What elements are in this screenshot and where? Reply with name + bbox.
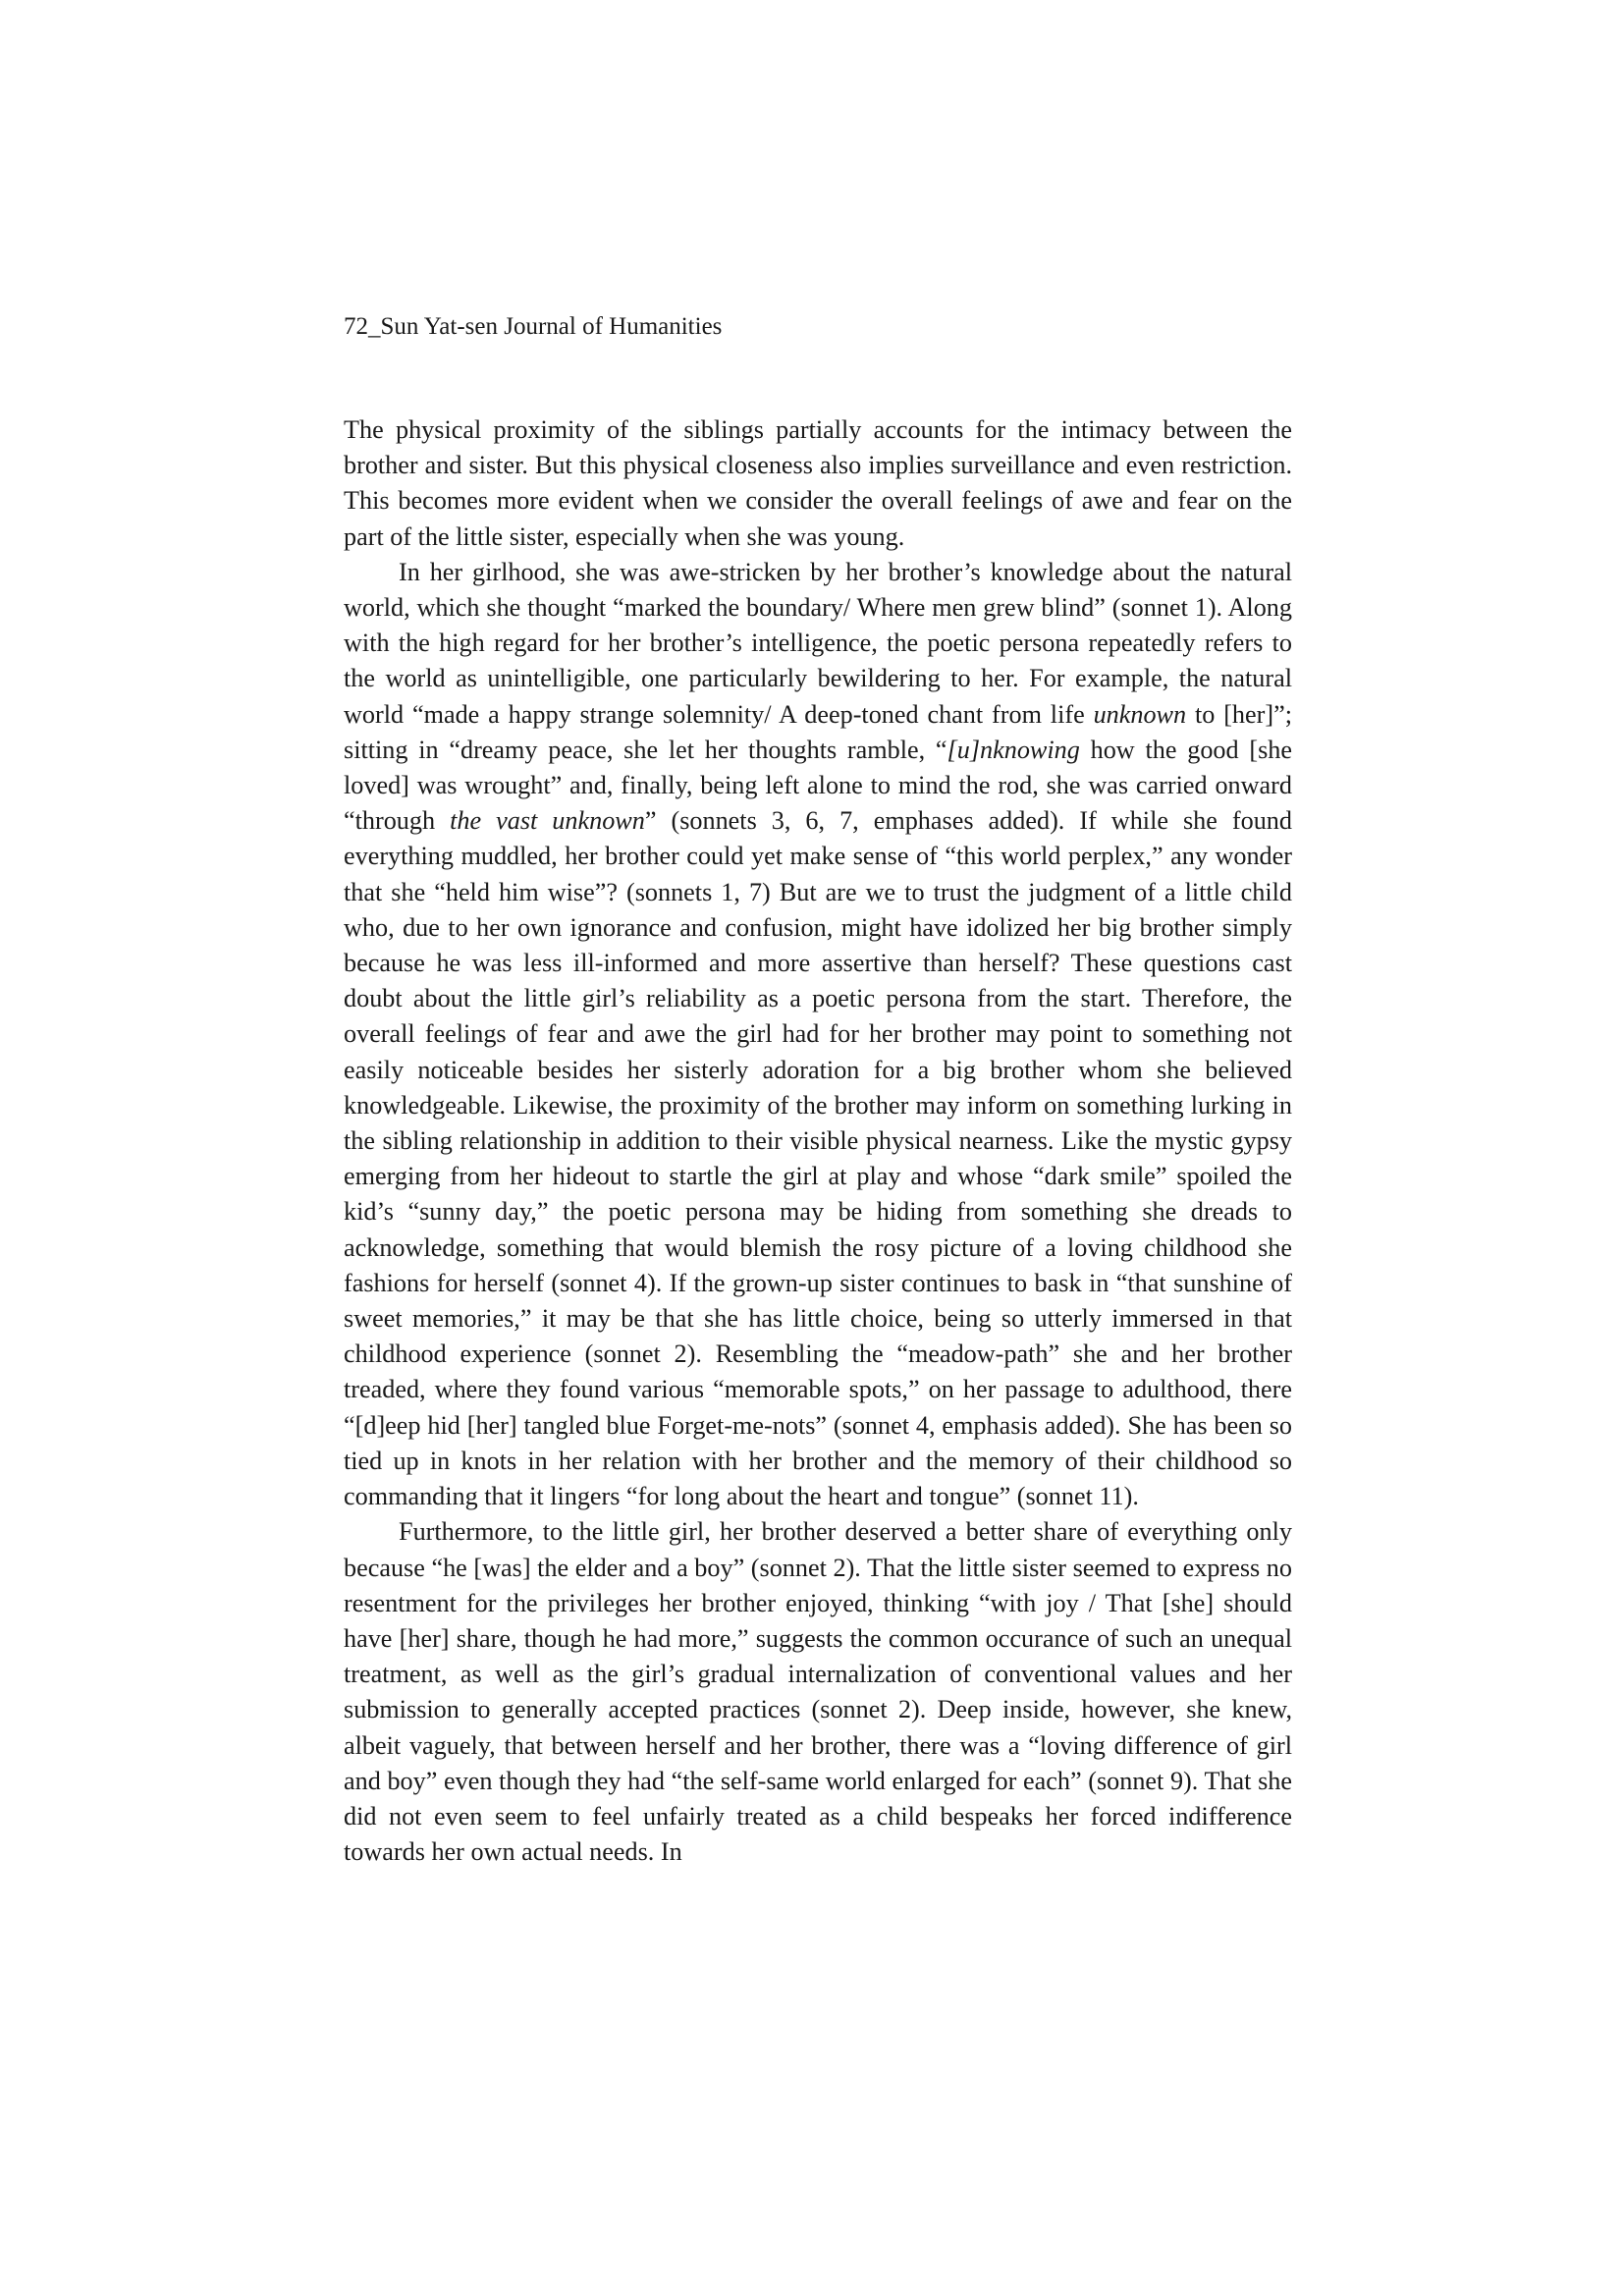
paragraph (344, 1514, 1292, 1870)
article-body (344, 412, 1292, 1870)
text-segment: how the good [she loved] was wrought” and, finally, being left alone to mind the rod, she was carried onward “through (344, 735, 1292, 836)
emphasis-text: unknown (1093, 699, 1187, 729)
text-segment: In her girlhood, she was awe-stricken by her brother’s knowledge about the natural world, which she thought “marked the boundary/ Where men grew blind” (sonnet 1). Along with the high regard for her brother’s intelligence, the poetic persona repeatedly refers to the world as unintelligible, one particularly bewildering to her. For example, the natural world “made a happy strange solemnity/ A deep-toned chant from life (344, 557, 1292, 729)
running-head: 72_Sun Yat-sen Journal of Humanities (344, 313, 723, 340)
text-segment: The physical proximity of the siblings partially accounts for the intimacy between the brother and sister. But this physical closeness also implies surveillance and even restriction. This becomes more evident when we consider the overall feelings of awe and fear on the part of the little sister, especially when she was young. (344, 415, 1292, 551)
paragraph (344, 412, 1292, 555)
emphasis-text: the vast unknown (450, 806, 645, 836)
emphasis-text: [u]nknowing (947, 735, 1080, 764)
text-segment: Furthermore, to the little girl, her brother deserved a better share of everything only because “he [was] the elder and a boy” (sonnet 2). That the little sister seemed to express no resentment for the privileges her brother enjoyed, thinking “with joy / That [she] should have [her] share, though he had more,” suggests the common occurance of such an unequal treatment, as well as the girl’s gradual internalization of conventional values and her submission to generally accepted practices (sonnet 2). Deep inside, however, she knew, albeit vaguely, that between herself and her brother, there was a “loving difference of girl and boy” even though they had “the self-same world enlarged for each” (sonnet 9). That she did not even seem to feel unfairly treated as a child bespeaks her forced indifference towards her own actual needs. In (344, 1517, 1292, 1867)
text-segment: ” (sonnets 3, 6, 7, emphases added). If while she found everything muddled, her brother could yet make sense of “this world perplex,” any wonder that she “held him wise”? (sonnets 1, 7) But are we to trust the judgment of a little child who, due to her own ignorance and confusion, might have idolized her big brother simply because he was less ill-informed and more assertive than herself? These questions cast doubt about the little girl’s reliability as a poetic persona from the start. Therefore, the overall feelings of fear and awe the girl had for her brother may point to something not easily noticeable besides her sisterly adoration for a big brother whom she believed knowledgeable. Likewise, the proximity of the brother may inform on something lurking in the sibling relationship in addition to their visible physical nearness. Like the mystic gypsy emerging from her hideout to startle the girl at play and whose “dark smile” spoiled the kid’s “sunny day,” the poetic persona may be hiding from something she dreads to acknowledge, something that would blemish the rosy picture of a loving childhood she fashions for herself (sonnet 4). If the grown-up sister continues to bask in “that sunshine of sweet memories,” it may be that she has little choice, being so utterly immersed in that childhood experience (sonnet 2). Resembling the “meadow-path” she and her brother treaded, where they found various “memorable spots,” on her passage to adulthood, there “[d]eep hid [her] tangled blue Forget-me-nots” (sonnet 4, emphasis added). She has been so tied up in knots in her relation with her brother and the memory of their childhood so commanding that it lingers “for long about the heart and tongue” (sonnet 11). (344, 806, 1292, 1511)
paragraph (344, 555, 1292, 1514)
text-segment: to [her]”; sitting in “dreamy peace, she let her thoughts ramble, “ (344, 699, 1292, 764)
